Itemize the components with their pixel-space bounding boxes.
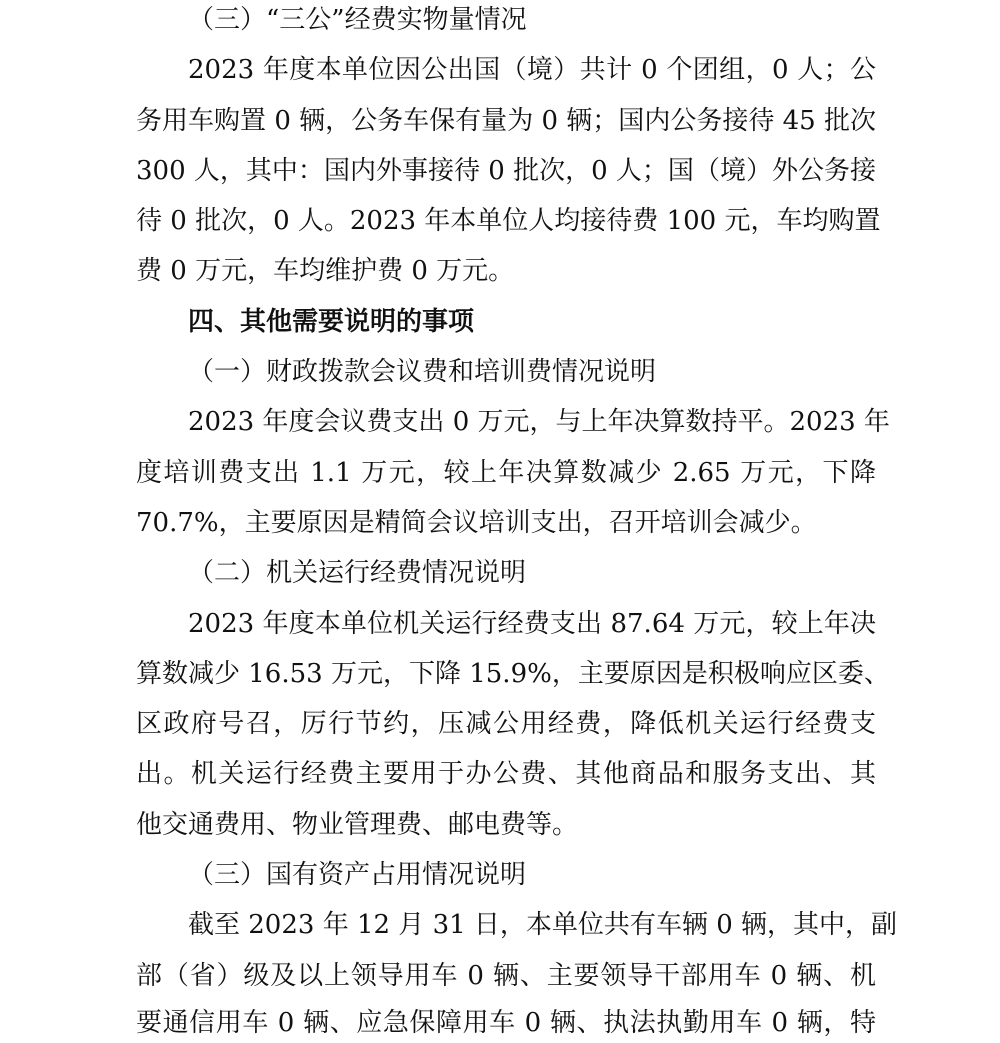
- paragraph-line: 2023 年度本单位机关运行经费支出 87.64 万元，较上年决: [188, 609, 876, 639]
- paragraph-line: 区政府号召，厉行节约，压减公用经费，降低机关运行经费支: [136, 709, 876, 739]
- paragraph-line: 2023 年度会议费支出 0 万元，与上年决算数持平。2023 年: [188, 407, 890, 437]
- paragraph-line: 截至 2023 年 12 月 31 日，本单位共有车辆 0 辆，其中，副: [188, 910, 897, 940]
- paragraph-line: 出。机关运行经费主要用于办公费、其他商品和服务支出、其: [136, 759, 876, 789]
- paragraph-line: 70.7%，主要原因是精简会议培训支出，召开培训会减少。: [136, 508, 817, 538]
- paragraph-line: 算数减少 16.53 万元，下降 15.9%，主要原因是积极响应区委、: [136, 659, 890, 689]
- paragraph-line: 度培训费支出 1.1 万元，较上年决算数减少 2.65 万元，下降: [136, 458, 876, 488]
- paragraph-line: 务用车购置 0 辆，公务车保有量为 0 辆；国内公务接待 45 批次: [136, 106, 876, 136]
- subheading-meeting-training: （一）财政拨款会议费和培训费情况说明: [188, 357, 657, 387]
- paragraph-line: 待 0 批次，0 人。2023 年本单位人均接待费 100 元，车均购置: [136, 206, 881, 236]
- subheading-state-assets: （三）国有资产占用情况说明: [188, 860, 527, 890]
- paragraph-line: 要通信用车 0 辆、应急保障用车 0 辆、执法执勤用车 0 辆，特: [136, 1008, 876, 1038]
- paragraph-line: 他交通费用、物业管理费、邮电费等。: [136, 810, 579, 840]
- paragraph-line: 部（省）级及以上领导用车 0 辆、主要领导干部用车 0 辆、机: [136, 961, 876, 991]
- subheading-sangong-quantity: （三）“三公”经费实物量情况: [188, 5, 527, 35]
- paragraph-line: 300 人，其中：国内外事接待 0 批次，0 人；国（境）外公务接: [136, 156, 876, 186]
- paragraph-line: 费 0 万元，车均维护费 0 万元。: [136, 256, 515, 286]
- subheading-operating-expenses: （二）机关运行经费情况说明: [188, 558, 527, 588]
- section-heading-other-matters: 四、其他需要说明的事项: [188, 307, 475, 337]
- paragraph-line: 2023 年度本单位因公出国（境）共计 0 个团组，0 人；公: [188, 55, 876, 85]
